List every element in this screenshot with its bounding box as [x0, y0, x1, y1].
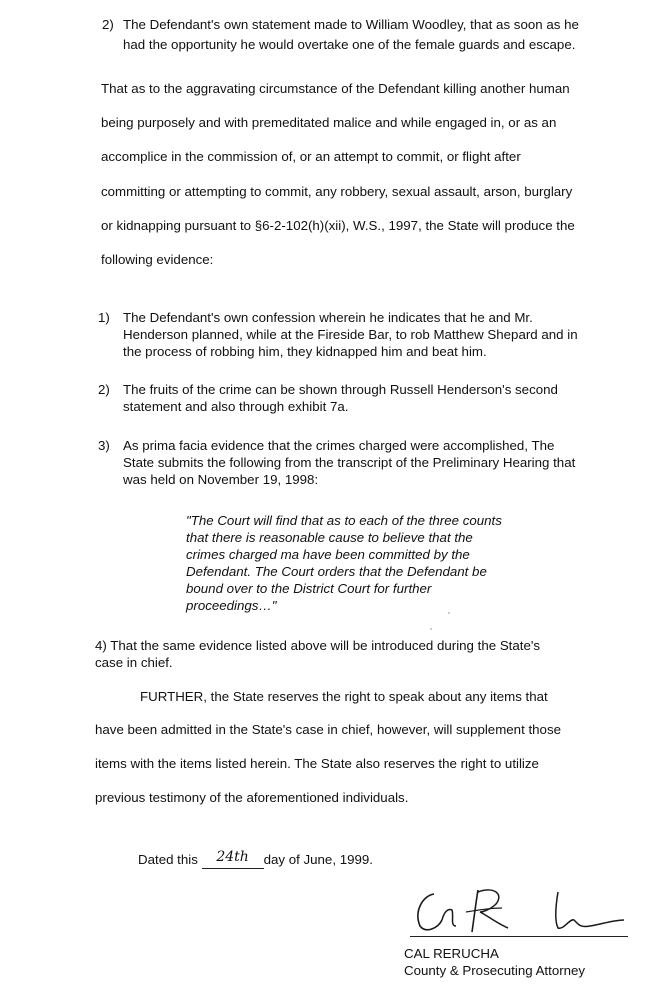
signer-name: CAL RERUCHA	[404, 946, 499, 961]
paragraph-line: items with the items listed herein. The State also reserves the right to utilize	[95, 756, 539, 771]
quote-line: bound over to the District Court for further	[186, 581, 432, 596]
list-item-line: was held on November 19, 1998:	[123, 472, 319, 487]
paragraph-line: FURTHER, the State reserves the right to speak about any items that	[140, 689, 548, 704]
list-item-number: 2)	[98, 382, 110, 397]
list-item-line: the process of robbing him, they kidnapped him and beat him.	[123, 344, 487, 359]
list-item-line: The Defendant's own confession wherein he indicates that he and Mr.	[123, 310, 533, 325]
list-item-line: Henderson planned, while at the Fireside Bar, to rob Matthew Shepard and in	[123, 327, 578, 342]
quote-line: crimes charged ma have been committed by the	[186, 547, 470, 562]
dated-line	[138, 849, 373, 869]
list-item-number: 1)	[98, 310, 110, 325]
paragraph-line: committing or attempting to commit, any robbery, sexual assault, arson, burglary	[101, 184, 573, 199]
signature-line	[410, 936, 628, 937]
list-item-line: The fruits of the crime can be shown through Russell Henderson's second	[123, 382, 558, 397]
item-four-line: 4) That the same evidence listed above will be introduced during the State's	[95, 638, 541, 653]
list-item-line: statement and also through exhibit 7a.	[123, 399, 349, 414]
list-item-line: State submits the following from the transcript of the Preliminary Hearing that	[123, 455, 576, 470]
item-text-line: had the opportunity he would overtake one of the female guards and escape.	[123, 37, 576, 52]
dated-suffix: day of June, 1999.	[263, 852, 373, 867]
item-four-line: case in chief.	[95, 655, 173, 670]
quote-line: "The Court will find that as to each of the three counts	[186, 513, 502, 528]
paragraph-line: accomplice in the commission of, or an attempt to commit, or flight after	[101, 149, 521, 164]
list-item-number: 3)	[98, 438, 110, 453]
signature-scrawl	[408, 882, 630, 938]
paragraph-line: previous testimony of the aforementioned individuals.	[95, 790, 409, 805]
paragraph-line: following evidence:	[101, 252, 214, 267]
dated-prefix: Dated this	[138, 852, 198, 867]
handwritten-day: 24th	[216, 849, 249, 865]
item-number: 2)	[102, 17, 114, 32]
paragraph-line: That as to the aggravating circumstance of the Defendant killing another human	[101, 81, 570, 96]
list-item-line: As prima facia evidence that the crimes charged were accomplished, The	[123, 438, 555, 453]
item-text-line: The Defendant's own statement made to William Woodley, that as soon as he	[123, 17, 579, 32]
quote-line: Defendant. The Court orders that the Defendant be	[186, 564, 487, 579]
paragraph-line: being purposely and with premeditated malice and while engaged in, or as an	[101, 115, 557, 130]
scan-speck	[448, 612, 450, 614]
quote-line: proceedings…"	[186, 598, 277, 613]
day-blank	[202, 849, 264, 869]
scan-speck	[430, 628, 432, 630]
quote-line: that there is reasonable cause to believe that the	[186, 530, 473, 545]
paragraph-line: have been admitted in the State's case in chief, however, will supplement those	[95, 722, 561, 737]
paragraph-line: or kidnapping pursuant to §6-2-102(h)(xii), W.S., 1997, the State will produce the	[101, 218, 575, 233]
signer-title: County & Prosecuting Attorney	[404, 963, 586, 978]
